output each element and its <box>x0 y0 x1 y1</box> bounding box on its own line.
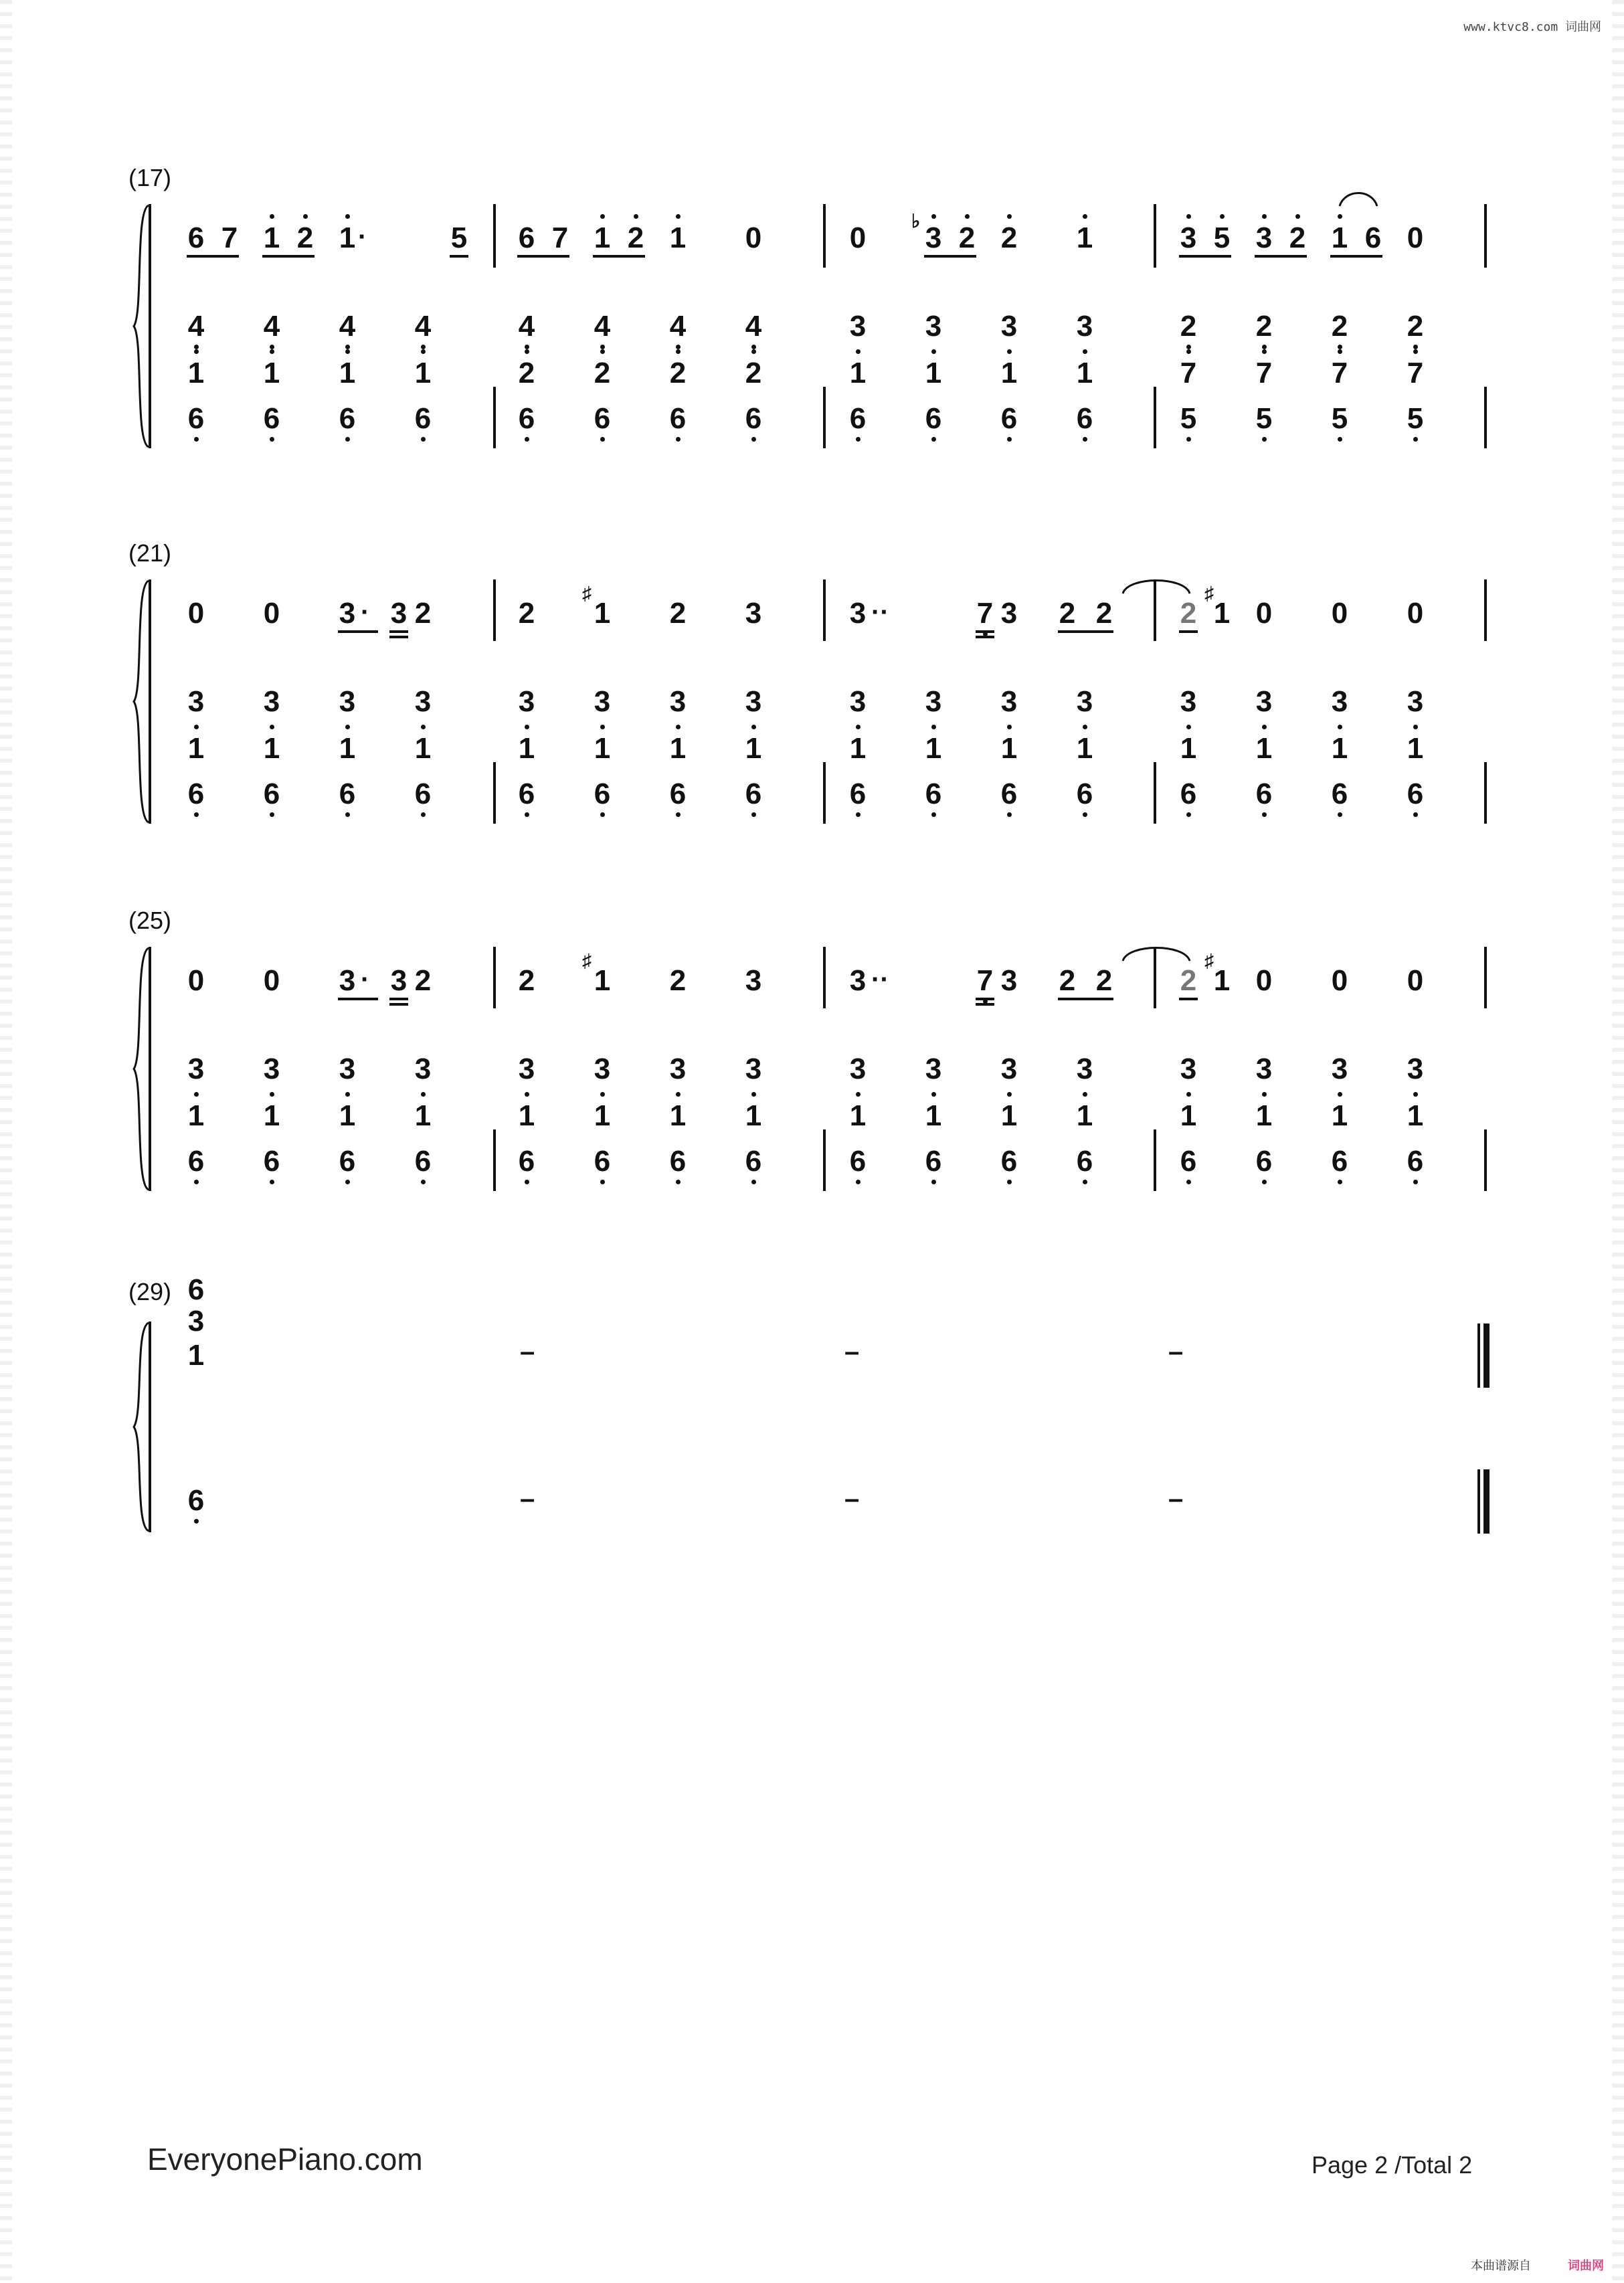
numbered-note: 3 <box>745 597 762 630</box>
numbered-note: 5 <box>1175 404 1202 434</box>
measure-number: (17) <box>128 164 172 191</box>
beam-underline <box>389 998 408 1000</box>
source-label: 本曲谱源自 <box>1470 2259 1531 2272</box>
numbered-note: 2 <box>1284 223 1311 253</box>
numbered-note: 6 <box>664 404 691 434</box>
numbered-note: 3 <box>1076 685 1093 718</box>
sustain-dash: – <box>1168 1484 1184 1514</box>
numbered-note: 3 <box>339 597 356 630</box>
numbered-note: 1 <box>740 1101 767 1131</box>
numbered-note: 2 <box>589 359 616 388</box>
numbered-note: 1 <box>513 1101 540 1131</box>
numbered-note: 3 <box>849 310 867 343</box>
numbered-note: 1 <box>920 359 947 388</box>
numbered-note: 2 <box>669 597 687 630</box>
numbered-note: 1 <box>258 734 285 763</box>
numbered-note: 2 <box>1095 964 1113 997</box>
numbered-note: 2 <box>1059 597 1076 630</box>
tie-slur <box>1121 575 1191 595</box>
sustain-dash: – <box>844 1484 860 1514</box>
accidental-sign: ♯ <box>582 950 592 971</box>
numbered-note: 4 <box>513 312 540 341</box>
numbered-note: 3 <box>594 685 611 718</box>
numbered-note: 3 <box>339 1053 356 1085</box>
numbered-note: 1 <box>1213 964 1231 997</box>
numbered-note: 3 <box>1251 223 1277 253</box>
numbered-note: 7 <box>972 966 998 996</box>
numbered-note: 1 <box>740 734 767 763</box>
numbered-note: 2 <box>513 359 540 388</box>
numbered-note: 3 <box>1000 685 1018 718</box>
numbered-note: 1 <box>1251 734 1277 763</box>
numbered-note: 1 <box>1251 1101 1277 1131</box>
numbered-note: 7 <box>1402 359 1429 388</box>
beam-underline <box>1179 255 1231 258</box>
site-header-text: www.ktvc8.com 词曲网 <box>1463 20 1601 34</box>
barline <box>823 579 826 641</box>
barline <box>493 762 496 824</box>
numbered-note: 6 <box>258 1147 285 1176</box>
numbered-note: 2 <box>414 597 432 630</box>
numbered-note: 6 <box>844 1147 871 1176</box>
numbered-note: 0 <box>1255 597 1273 630</box>
numbered-note: 6 <box>1402 1147 1429 1176</box>
numbered-note: 1 <box>1071 1101 1098 1131</box>
numbered-note: 6 <box>410 780 436 809</box>
sustain-dash: – <box>844 1337 860 1366</box>
barline <box>823 204 826 268</box>
numbered-note: 3 <box>1255 1053 1273 1085</box>
numbered-note: 2 <box>1095 597 1113 630</box>
numbered-note: 6 <box>183 780 209 809</box>
beam-underline <box>593 255 645 258</box>
numbered-note: 6 <box>513 404 540 434</box>
beam-underline <box>338 998 378 1000</box>
system-start-line <box>149 204 151 448</box>
measure-number: (21) <box>128 539 172 567</box>
numbered-note: 1 <box>589 734 616 763</box>
barline <box>1154 1129 1156 1191</box>
numbered-note: 6 <box>1251 1147 1277 1176</box>
numbered-note: 6 <box>1326 780 1353 809</box>
numbered-note: 1 <box>664 1101 691 1131</box>
numbered-note: 1 <box>664 223 691 253</box>
numbered-note: 1 <box>594 964 611 997</box>
numbered-note: 0 <box>1407 964 1424 997</box>
beam-underline <box>1058 630 1113 633</box>
numbered-note: 0 <box>849 221 867 254</box>
numbered-note: 0 <box>1407 221 1424 254</box>
numbered-note: 6 <box>740 404 767 434</box>
numbered-note: 6 <box>589 780 616 809</box>
numbered-note: 1 <box>410 359 436 388</box>
numbered-note: 1 <box>589 223 616 253</box>
numbered-note: 2 <box>1175 312 1202 341</box>
barline <box>1154 387 1156 448</box>
beam-underline <box>976 998 994 1000</box>
numbered-note: 0 <box>1331 964 1348 997</box>
barline <box>1154 762 1156 824</box>
numbered-note: 6 <box>518 221 535 254</box>
numbered-note: 6 <box>1402 780 1429 809</box>
numbered-note: 3 <box>518 1053 535 1085</box>
numbered-note: 6 <box>1071 404 1098 434</box>
beam-underline <box>1058 998 1113 1000</box>
numbered-note: 4 <box>740 312 767 341</box>
barline <box>1484 947 1487 1008</box>
accidental-sign: ♯ <box>1204 950 1214 971</box>
beam-underline <box>924 255 976 258</box>
numbered-note: 6 <box>664 780 691 809</box>
numbered-note: 1 <box>1071 734 1098 763</box>
numbered-note: 2 <box>954 223 980 253</box>
accidental-sign: ♯ <box>1204 583 1214 604</box>
accidental-sign: ♯ <box>582 583 592 604</box>
measure-number: (25) <box>128 907 172 934</box>
beam-underline <box>1330 255 1382 258</box>
numbered-note: 2 <box>740 359 767 388</box>
numbered-note: 2 <box>414 964 432 997</box>
numbered-note: 2 <box>1251 312 1277 341</box>
numbered-note: 1 <box>513 734 540 763</box>
beam-underline <box>1255 255 1307 258</box>
numbered-note: 2 <box>622 223 649 253</box>
numbered-note: 6 <box>1071 780 1098 809</box>
numbered-note: 6 <box>920 780 947 809</box>
numbered-note: 6 <box>1071 1147 1098 1176</box>
augmentation-dot: ·· <box>871 598 889 627</box>
numbered-note: 3 <box>1331 1053 1348 1085</box>
barline <box>1484 1129 1487 1191</box>
numbered-note: 6 <box>740 780 767 809</box>
numbered-note: 6 <box>513 1147 540 1176</box>
numbered-note: 1 <box>1175 734 1202 763</box>
numbered-note: 1 <box>1326 223 1353 253</box>
numbered-note: 3 <box>745 685 762 718</box>
numbered-note: 3 <box>1331 685 1348 718</box>
sustain-dash: – <box>520 1337 535 1366</box>
barline <box>1484 387 1487 448</box>
numbered-note: 2 <box>518 964 535 997</box>
numbered-note: 1 <box>334 734 361 763</box>
tie-slur <box>1121 942 1191 962</box>
sustain-dash: – <box>1168 1337 1184 1366</box>
numbered-note: 1 <box>996 1101 1022 1131</box>
numbered-note: 6 <box>740 1147 767 1176</box>
numbered-note: 0 <box>1331 597 1348 630</box>
barline <box>823 762 826 824</box>
numbered-note: 6 <box>589 404 616 434</box>
measure-number: (29) <box>128 1278 172 1305</box>
numbered-note: 1 <box>258 1101 285 1131</box>
numbered-note: 1 <box>258 359 285 388</box>
numbered-note: 1 <box>1402 1101 1429 1131</box>
numbered-note: 2 <box>1180 597 1197 630</box>
numbered-note: 3 <box>339 964 356 997</box>
numbered-note: 7 <box>221 221 238 254</box>
numbered-note: 3 <box>1000 597 1018 630</box>
final-barline <box>1477 1469 1490 1534</box>
augmentation-dot: · <box>358 222 367 252</box>
numbered-note: 4 <box>664 312 691 341</box>
numbered-note: 3 <box>669 685 687 718</box>
barline <box>823 1129 826 1191</box>
numbered-note: 1 <box>1071 223 1098 253</box>
numbered-note: 2 <box>292 223 319 253</box>
numbered-note: 1 <box>920 734 947 763</box>
numbered-note: 3 <box>187 685 205 718</box>
numbered-note: 5 <box>1326 404 1353 434</box>
footer-site[interactable]: EveryonePiano.com <box>147 2142 423 2177</box>
numbered-note: 3 <box>414 685 432 718</box>
numbered-note: 6 <box>410 404 436 434</box>
numbered-note: 3 <box>849 964 867 997</box>
numbered-note: 6 <box>187 221 205 254</box>
numbered-note: 3 <box>1407 1053 1424 1085</box>
numbered-note: 6 <box>1364 221 1382 254</box>
numbered-note: 1 <box>334 1101 361 1131</box>
numbered-note: 2 <box>1326 312 1353 341</box>
brand-label[interactable]: 词曲网 <box>1568 2259 1604 2272</box>
system-start-line <box>149 1321 151 1532</box>
numbered-note: 1 <box>1326 1101 1353 1131</box>
numbered-note: 6 <box>334 1147 361 1176</box>
beam-underline <box>976 636 994 638</box>
numbered-note: 7 <box>1251 359 1277 388</box>
numbered-note: 3 <box>849 597 867 630</box>
numbered-note: 2 <box>1180 964 1197 997</box>
numbered-note: 4 <box>410 312 436 341</box>
numbered-note: 6 <box>920 404 947 434</box>
beam-underline <box>389 630 408 633</box>
numbered-note: 3 <box>518 685 535 718</box>
numbered-note: 6 <box>183 1486 209 1516</box>
numbered-note: 4 <box>258 312 285 341</box>
numbered-note: 7 <box>972 599 998 628</box>
numbered-note: 3 <box>745 964 762 997</box>
numbered-note: 6 <box>334 404 361 434</box>
barline <box>1154 204 1156 268</box>
system-start-line <box>149 947 151 1191</box>
numbered-note: 3 <box>745 1053 762 1085</box>
sustain-dash: – <box>520 1484 535 1514</box>
numbered-note: 1 <box>183 1101 209 1131</box>
barline <box>1484 204 1487 268</box>
numbered-note: 6 <box>1251 780 1277 809</box>
numbered-note: 6 <box>996 404 1022 434</box>
numbered-note: 6 <box>513 780 540 809</box>
barline <box>823 387 826 448</box>
final-barline <box>1477 1323 1490 1388</box>
beam-underline <box>450 255 468 258</box>
numbered-note: 6 <box>183 404 209 434</box>
numbered-note: 1 <box>1071 359 1098 388</box>
numbered-note: 2 <box>1402 312 1429 341</box>
numbered-note: 1 <box>334 223 361 253</box>
beam-underline <box>517 255 569 258</box>
numbered-note: 6 <box>1175 1147 1202 1176</box>
numbered-note: 3 <box>849 1053 867 1085</box>
numbered-note: 5 <box>1208 223 1235 253</box>
numbered-note: 3 <box>669 1053 687 1085</box>
numbered-note: 3 <box>1407 685 1424 718</box>
numbered-note: 6 <box>664 1147 691 1176</box>
numbered-note: 6 <box>258 780 285 809</box>
numbered-note: 4 <box>589 312 616 341</box>
barline <box>493 1129 496 1191</box>
numbered-note: 3 <box>1180 1053 1197 1085</box>
numbered-note: 1 <box>920 1101 947 1131</box>
numbered-note: 3 <box>925 310 942 343</box>
numbered-note: 0 <box>745 221 762 254</box>
numbered-note: 3 <box>263 1053 280 1085</box>
numbered-note: 6 <box>258 404 285 434</box>
numbered-note: 1 <box>1213 597 1231 630</box>
beam-underline <box>976 630 994 633</box>
numbered-note: 4 <box>183 312 209 341</box>
numbered-note: 3 <box>594 1053 611 1085</box>
barline <box>1484 762 1487 824</box>
numbered-note: 3 <box>1000 1053 1018 1085</box>
numbered-note: 0 <box>263 964 280 997</box>
numbered-note: 1 <box>1402 734 1429 763</box>
barline <box>493 947 496 1008</box>
barline <box>493 387 496 448</box>
barline <box>1484 579 1487 641</box>
numbered-note: 3 <box>1000 310 1018 343</box>
numbered-note: 6 <box>1326 1147 1353 1176</box>
system-start-line <box>149 579 151 824</box>
numbered-note: 1 <box>664 734 691 763</box>
numbered-note: 0 <box>263 597 280 630</box>
numbered-note: 1 <box>187 1339 205 1372</box>
beam-underline <box>187 255 239 258</box>
numbered-note: 3 <box>1000 964 1018 997</box>
numbered-note: 6 <box>1175 780 1202 809</box>
numbered-note: 2 <box>664 359 691 388</box>
barline <box>493 579 496 641</box>
bottom-source-mark <box>1471 2256 1604 2274</box>
numbered-note: 3 <box>187 1053 205 1085</box>
numbered-note: 6 <box>844 780 871 809</box>
numbered-note: 5 <box>1402 404 1429 434</box>
numbered-note: 3 <box>339 685 356 718</box>
numbered-note: 6 <box>996 1147 1022 1176</box>
numbered-note: 3 <box>1180 685 1197 718</box>
numbered-note: 1 <box>844 359 871 388</box>
numbered-note: 3 <box>849 685 867 718</box>
numbered-note: 1 <box>844 734 871 763</box>
left-watermark-strip <box>0 0 12 2283</box>
numbered-note: 6 <box>187 1273 205 1306</box>
barline <box>823 947 826 1008</box>
accidental-sign: ♭ <box>911 211 921 232</box>
numbered-note: 1 <box>996 734 1022 763</box>
augmentation-dot: · <box>361 598 370 627</box>
numbered-note: 0 <box>1255 964 1273 997</box>
numbered-note: 3 <box>390 597 408 630</box>
augmentation-dot: ·· <box>871 965 889 994</box>
numbered-note: 1 <box>589 1101 616 1131</box>
right-watermark-strip <box>1612 0 1624 2283</box>
beam-underline <box>1179 630 1198 633</box>
augmentation-dot: · <box>361 965 370 994</box>
numbered-note: 1 <box>594 597 611 630</box>
numbered-note: 0 <box>187 597 205 630</box>
numbered-note: 1 <box>258 223 285 253</box>
numbered-note: 6 <box>589 1147 616 1176</box>
page-indicator: Page 2 /Total 2 <box>1312 2151 1473 2179</box>
numbered-note: 1 <box>334 359 361 388</box>
numbered-note: 1 <box>1175 1101 1202 1131</box>
numbered-note: 5 <box>1251 404 1277 434</box>
numbered-note: 1 <box>996 359 1022 388</box>
numbered-note: 6 <box>844 404 871 434</box>
numbered-note: 3 <box>1175 223 1202 253</box>
numbered-note: 2 <box>518 597 535 630</box>
numbered-note: 3 <box>1255 685 1273 718</box>
numbered-note: 6 <box>920 1147 947 1176</box>
numbered-note: 0 <box>1407 597 1424 630</box>
numbered-note: 6 <box>996 780 1022 809</box>
numbered-note: 7 <box>1326 359 1353 388</box>
numbered-note: 1 <box>1326 734 1353 763</box>
numbered-note: 3 <box>263 685 280 718</box>
numbered-note: 4 <box>334 312 361 341</box>
beam-underline <box>262 255 314 258</box>
numbered-note: 7 <box>551 221 569 254</box>
numbered-note: 0 <box>187 964 205 997</box>
tie-slur <box>1338 187 1378 207</box>
numbered-note: 2 <box>1059 964 1076 997</box>
numbered-note: 3 <box>390 964 408 997</box>
beam-underline <box>976 1003 994 1006</box>
beam-underline <box>338 630 378 633</box>
numbered-note: 1 <box>183 359 209 388</box>
numbered-note: 2 <box>669 964 687 997</box>
numbered-note: 7 <box>1175 359 1202 388</box>
beam-underline <box>389 1003 408 1006</box>
numbered-note: 1 <box>183 734 209 763</box>
numbered-note: 3 <box>920 223 947 253</box>
numbered-note: 3 <box>1076 1053 1093 1085</box>
numbered-note: 6 <box>183 1147 209 1176</box>
numbered-note: 3 <box>187 1305 205 1338</box>
numbered-note: 3 <box>414 1053 432 1085</box>
numbered-note: 1 <box>844 1101 871 1131</box>
numbered-note: 3 <box>925 685 942 718</box>
barline <box>493 204 496 268</box>
numbered-note: 3 <box>1076 310 1093 343</box>
numbered-note: 6 <box>410 1147 436 1176</box>
beam-underline <box>1179 998 1198 1000</box>
numbered-note: 1 <box>410 1101 436 1131</box>
numbered-note: 1 <box>410 734 436 763</box>
numbered-note: 5 <box>450 221 468 254</box>
numbered-note: 2 <box>996 223 1022 253</box>
numbered-note: 3 <box>925 1053 942 1085</box>
numbered-note: 6 <box>334 780 361 809</box>
beam-underline <box>389 636 408 638</box>
